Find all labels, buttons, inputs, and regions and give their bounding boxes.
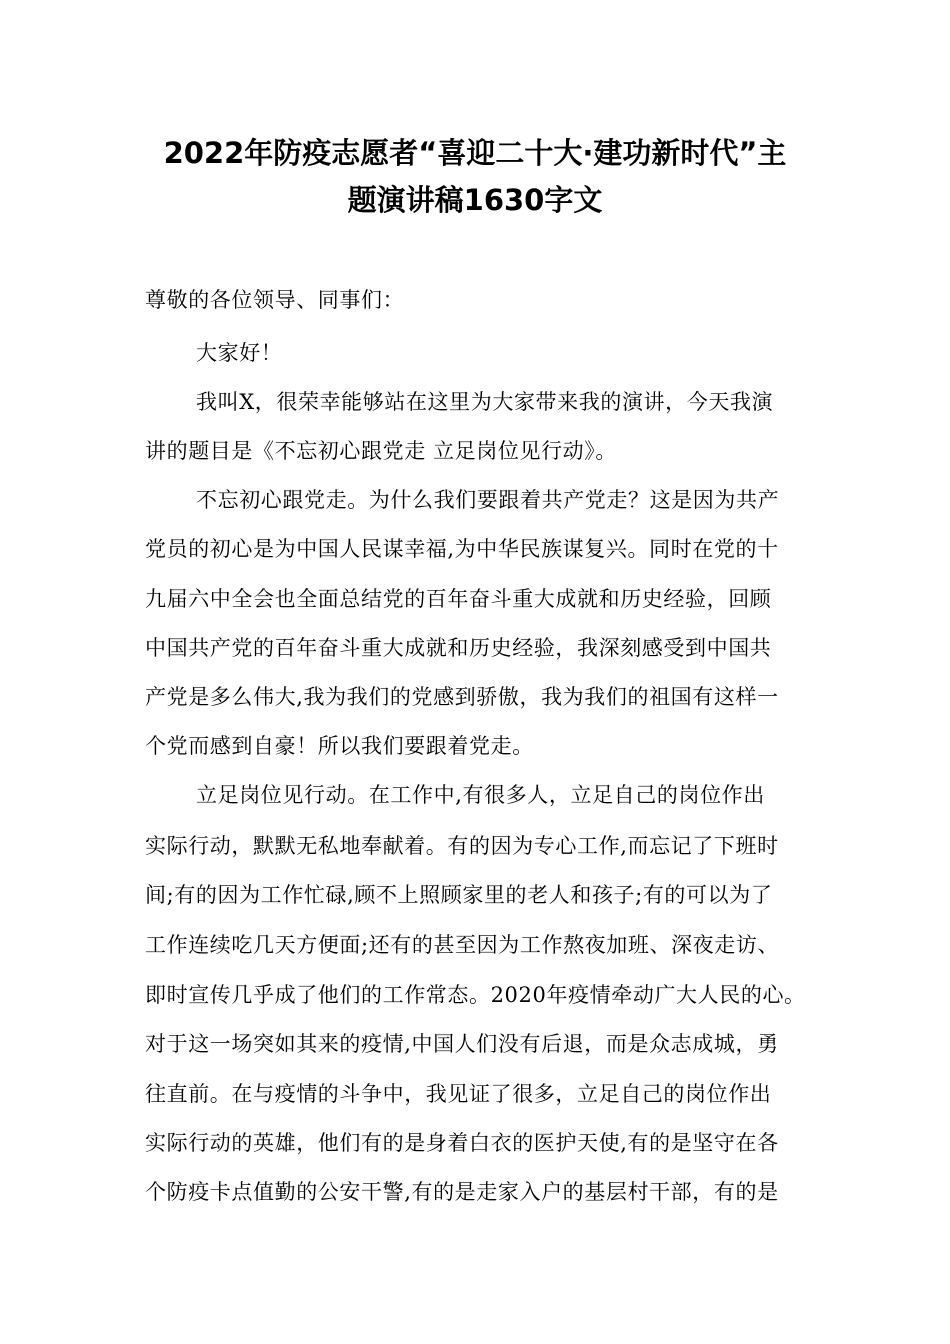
paragraph-3-line-9: 个防疫卡点值勤的公安干警,有的是走家入户的基层村干部，有的是 (145, 1180, 779, 1204)
paragraph-3-line-4: 工作连续吃几天方便面;还有的甚至因为工作熬夜加班、深夜走访、 (145, 933, 780, 957)
document-title-line-2: 题演讲稿1630字文 (347, 183, 603, 217)
paragraph-3-line-8: 实际行动的英雄，他们有的是身着白衣的医护天使,有的是坚守在各 (145, 1131, 779, 1155)
greeting: 大家好！ (196, 341, 283, 365)
paragraph-2-line-5: 产党是多么伟大,我为我们的党感到骄傲，我为我们的祖国有这样一 (145, 685, 779, 709)
paragraph-2-line-4: 中国共产党的百年奋斗重大成就和历史经验，我深刻感受到中国共 (145, 636, 772, 660)
paragraph-1-line-2: 讲的题目是《不忘初心跟党走 立足岗位见行动》。 (145, 439, 617, 463)
paragraph-3-line-2: 实际行动，默默无私地奉献着。有的因为专心工作,而忘记了下班时 (145, 834, 779, 858)
paragraph-2-line-3: 九届六中全会也全面总结党的百年奋斗重大成就和历史经验，回顾 (145, 587, 772, 611)
paragraph-2-line-6: 个党而感到自豪！所以我们要跟着党走。 (145, 734, 534, 758)
paragraph-2-line-2: 党员的初心是为中国人民谋幸福,为中华民族谋复兴。同时在党的十 (145, 537, 779, 561)
paragraph-3-line-7: 往直前。在与疫情的斗争中，我见证了很多，立足自己的岗位作出 (145, 1082, 772, 1106)
paragraph-3-line-5: 即时宣传几乎成了他们的工作常态。2020年疫情牵动广大人民的心。 (145, 983, 806, 1007)
salutation: 尊敬的各位领导、同事们： (145, 288, 405, 312)
paragraph-3-line-3: 间;有的因为工作忙碌,顾不上照顾家里的老人和孩子;有的可以为了 (145, 883, 773, 907)
paragraph-2-line-1: 不忘初心跟党走。为什么我们要跟着共产党走？这是因为共产 (196, 488, 780, 512)
paragraph-3-line-6: 对于这一场突如其来的疫情,中国人们没有后退，而是众志成城，勇 (145, 1032, 779, 1056)
paragraph-3-line-1: 立足岗位见行动。在工作中,有很多人，立足自己的岗位作出 (196, 783, 765, 807)
document-title-line-1: 2022年防疫志愿者“喜迎二十大·建功新时代”主 (163, 136, 787, 170)
paragraph-1-line-1: 我叫X，很荣幸能够站在这里为大家带来我的演讲，今天我演 (196, 390, 774, 414)
